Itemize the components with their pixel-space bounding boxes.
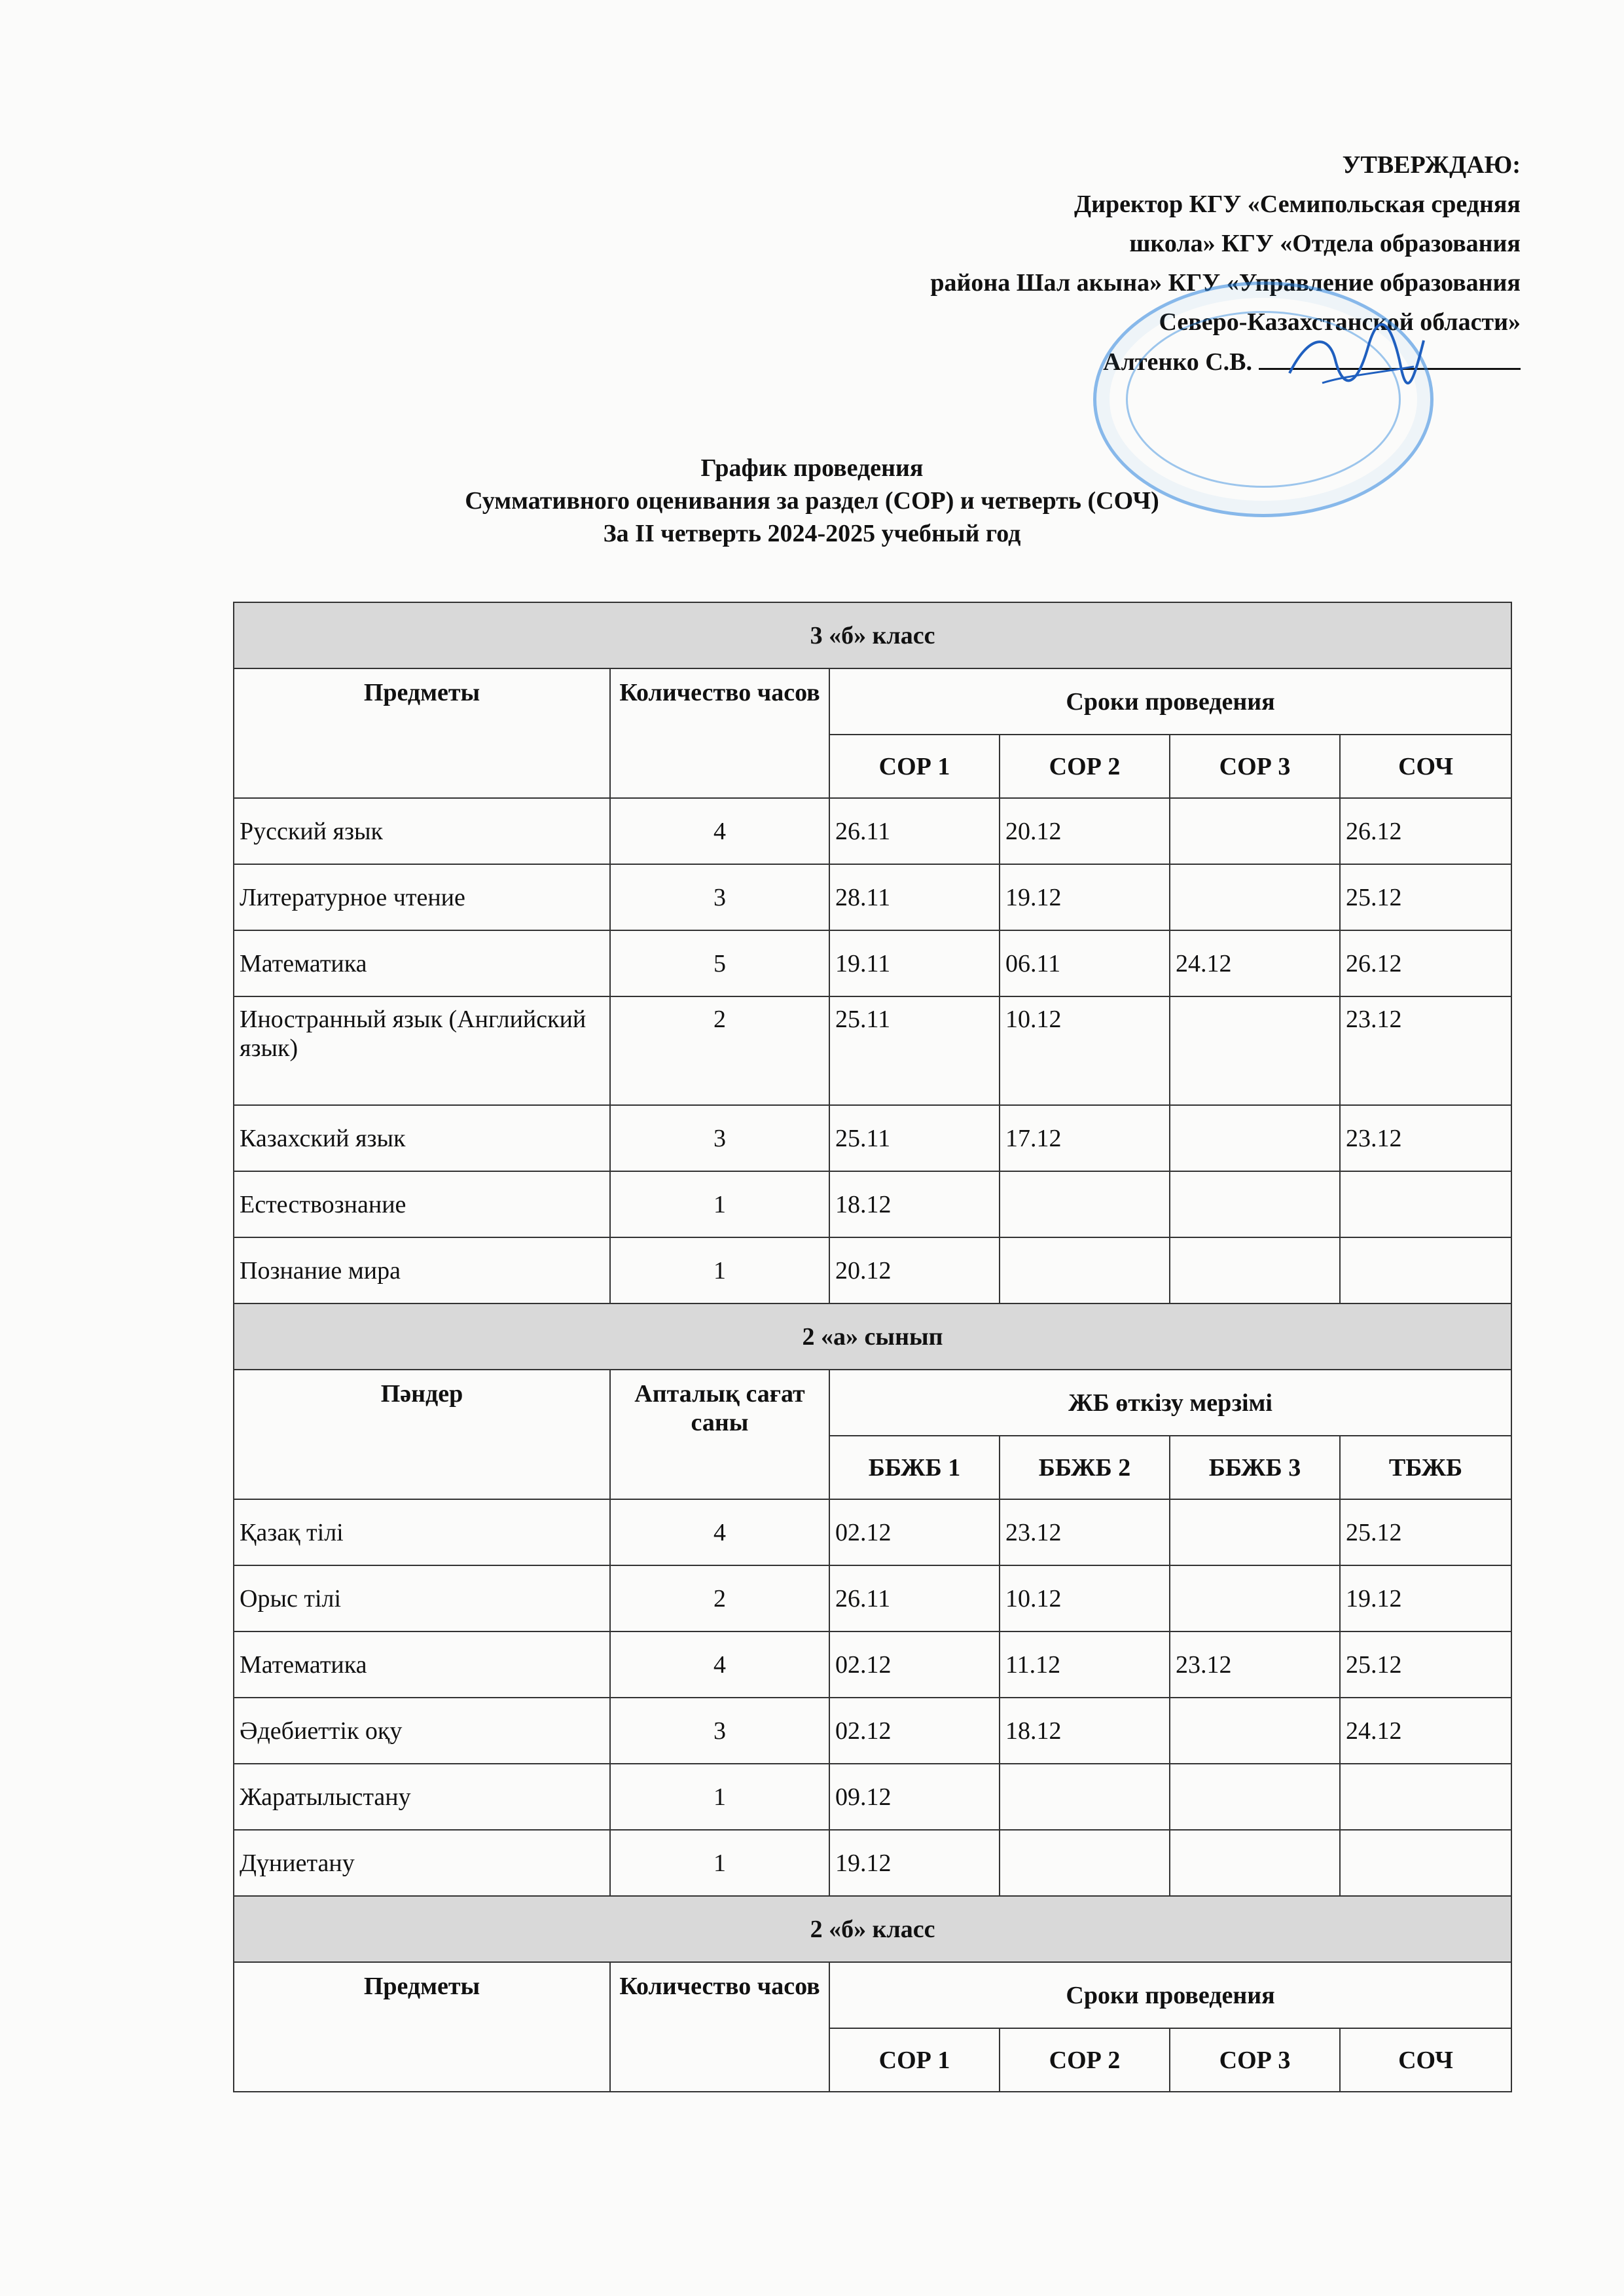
table-row	[234, 1764, 1511, 1830]
header-col4: СОЧ	[1340, 735, 1511, 798]
cell-date-3	[1170, 1565, 1340, 1631]
section-title: 2 «а» сынып	[234, 1303, 1511, 1370]
header-hours: Количество часов	[610, 668, 829, 798]
cell-subject: Литературное чтение	[234, 864, 610, 930]
cell-date-3	[1170, 864, 1340, 930]
header-col3: СОР 3	[1170, 735, 1340, 798]
header-col2: ББЖБ 2	[1000, 1436, 1170, 1499]
approval-line: района Шал акына» КГУ «Управление образования	[930, 269, 1521, 297]
cell-date-2	[1000, 1830, 1170, 1896]
header-col3: СОР 3	[1170, 2028, 1340, 2092]
cell-date-3	[1170, 1171, 1340, 1237]
title-line: За II четверть 2024-2025 учебный год	[603, 520, 1021, 547]
header-col1: СОР 1	[829, 735, 1000, 798]
cell-date-1: 20.12	[829, 1237, 1000, 1303]
header-subject: Предметы	[234, 668, 610, 798]
header-col1: ББЖБ 1	[829, 1436, 1000, 1499]
cell-date-3	[1170, 1830, 1340, 1896]
title-line: График проведения	[700, 454, 924, 482]
table-row	[234, 1171, 1511, 1237]
handwritten-signature	[1283, 321, 1427, 399]
table-row	[234, 864, 1511, 930]
cell-hours: 1	[610, 1764, 829, 1830]
cell-date-3	[1170, 1764, 1340, 1830]
cell-subject: Русский язык	[234, 798, 610, 864]
table-row	[234, 1698, 1511, 1764]
table-row	[234, 1499, 1511, 1565]
cell-date-1: 26.11	[829, 1565, 1000, 1631]
section-title: 2 «б» класс	[234, 1896, 1511, 1962]
header-dates: ЖБ өткізу мерзімі	[829, 1370, 1511, 1436]
cell-date-1: 02.12	[829, 1499, 1000, 1565]
cell-date-1: 18.12	[829, 1171, 1000, 1237]
cell-date-4	[1340, 1764, 1511, 1830]
cell-date-3	[1170, 1499, 1340, 1565]
cell-date-2	[1000, 1237, 1170, 1303]
header-row	[234, 1370, 1511, 1436]
cell-hours: 2	[610, 1565, 829, 1631]
cell-date-4	[1340, 1237, 1511, 1303]
table-row	[234, 1631, 1511, 1698]
schedule-table	[233, 602, 1512, 2092]
header-dates: Сроки проведения	[829, 668, 1511, 735]
cell-date-4	[1340, 1830, 1511, 1896]
cell-hours: 1	[610, 1237, 829, 1303]
cell-date-4: 26.12	[1340, 798, 1511, 864]
cell-hours: 3	[610, 1105, 829, 1171]
section-header-row	[234, 1303, 1511, 1370]
approval-line: Северо-Казахстанской области»	[1159, 308, 1521, 336]
cell-subject: Жаратылыстану	[234, 1764, 610, 1830]
cell-subject: Естествознание	[234, 1171, 610, 1237]
cell-date-2: 06.11	[1000, 930, 1170, 996]
cell-date-2: 10.12	[1000, 1565, 1170, 1631]
section-title: 3 «б» класс	[234, 602, 1511, 668]
table-row	[234, 1830, 1511, 1896]
header-hours: Апталық сағат саны	[610, 1370, 829, 1499]
table-row	[234, 798, 1511, 864]
section-header-row	[234, 1896, 1511, 1962]
cell-date-2: 23.12	[1000, 1499, 1170, 1565]
header-col2: СОР 2	[1000, 735, 1170, 798]
approval-line: Директор КГУ «Семипольская средняя	[1074, 191, 1521, 218]
cell-date-4: 23.12	[1340, 996, 1511, 1105]
header-row	[234, 668, 1511, 735]
header-col1: СОР 1	[829, 2028, 1000, 2092]
cell-date-2: 20.12	[1000, 798, 1170, 864]
table-row	[234, 1565, 1511, 1631]
cell-hours: 5	[610, 930, 829, 996]
cell-date-1: 09.12	[829, 1764, 1000, 1830]
table-row	[234, 996, 1511, 1105]
cell-hours: 1	[610, 1171, 829, 1237]
approval-heading: УТВЕРЖДАЮ:	[1342, 151, 1521, 179]
cell-subject: Иностранный язык (Английский язык)	[234, 996, 610, 1105]
cell-subject: Дүниетану	[234, 1830, 610, 1896]
cell-date-3	[1170, 996, 1340, 1105]
header-col4: ТБЖБ	[1340, 1436, 1511, 1499]
table-row	[234, 1237, 1511, 1303]
table-row	[234, 930, 1511, 996]
cell-date-4: 23.12	[1340, 1105, 1511, 1171]
cell-date-2: 11.12	[1000, 1631, 1170, 1698]
cell-date-1: 25.11	[829, 1105, 1000, 1171]
cell-date-4	[1340, 1171, 1511, 1237]
cell-hours: 3	[610, 1698, 829, 1764]
cell-subject: Қазақ тілі	[234, 1499, 610, 1565]
cell-date-1: 19.12	[829, 1830, 1000, 1896]
header-subject: Пәндер	[234, 1370, 610, 1499]
cell-date-1: 28.11	[829, 864, 1000, 930]
cell-date-1: 02.12	[829, 1631, 1000, 1698]
cell-subject: Орыс тілі	[234, 1565, 610, 1631]
cell-date-3	[1170, 1698, 1340, 1764]
approval-line: школа» КГУ «Отдела образования	[1129, 230, 1521, 257]
cell-date-3	[1170, 1105, 1340, 1171]
cell-subject: Әдебиеттік оқу	[234, 1698, 610, 1764]
cell-date-3	[1170, 798, 1340, 864]
section-header-row	[234, 602, 1511, 668]
cell-date-3: 23.12	[1170, 1631, 1340, 1698]
cell-date-2: 17.12	[1000, 1105, 1170, 1171]
header-subject: Предметы	[234, 1962, 610, 2092]
cell-date-2: 19.12	[1000, 864, 1170, 930]
cell-hours: 3	[610, 864, 829, 930]
cell-subject: Познание мира	[234, 1237, 610, 1303]
cell-date-2: 10.12	[1000, 996, 1170, 1105]
cell-date-3: 24.12	[1170, 930, 1340, 996]
cell-subject: Казахский язык	[234, 1105, 610, 1171]
cell-date-2: 18.12	[1000, 1698, 1170, 1764]
header-row	[234, 1962, 1511, 2028]
cell-hours: 4	[610, 1631, 829, 1698]
cell-subject: Математика	[234, 930, 610, 996]
signer-name: Алтенко С.В.	[1103, 348, 1252, 376]
cell-hours: 1	[610, 1830, 829, 1896]
cell-date-2	[1000, 1171, 1170, 1237]
header-col4: СОЧ	[1340, 2028, 1511, 2092]
cell-date-4: 25.12	[1340, 864, 1511, 930]
title-line: Суммативного оценивания за раздел (СОР) и четверть (СОЧ)	[465, 487, 1159, 515]
cell-date-1: 02.12	[829, 1698, 1000, 1764]
cell-date-1: 26.11	[829, 798, 1000, 864]
cell-date-1: 25.11	[829, 996, 1000, 1105]
cell-date-4: 25.12	[1340, 1499, 1511, 1565]
cell-date-3	[1170, 1237, 1340, 1303]
table-row	[234, 1105, 1511, 1171]
document-title	[0, 452, 1624, 550]
cell-date-4: 26.12	[1340, 930, 1511, 996]
cell-hours: 4	[610, 1499, 829, 1565]
header-col3: ББЖБ 3	[1170, 1436, 1340, 1499]
cell-date-4: 25.12	[1340, 1631, 1511, 1698]
cell-subject: Математика	[234, 1631, 610, 1698]
header-hours: Количество часов	[610, 1962, 829, 2092]
header-col2: СОР 2	[1000, 2028, 1170, 2092]
cell-hours: 2	[610, 996, 829, 1105]
cell-date-4: 19.12	[1340, 1565, 1511, 1631]
cell-date-2	[1000, 1764, 1170, 1830]
header-dates: Сроки проведения	[829, 1962, 1511, 2028]
cell-date-1: 19.11	[829, 930, 1000, 996]
cell-date-4: 24.12	[1340, 1698, 1511, 1764]
cell-hours: 4	[610, 798, 829, 864]
